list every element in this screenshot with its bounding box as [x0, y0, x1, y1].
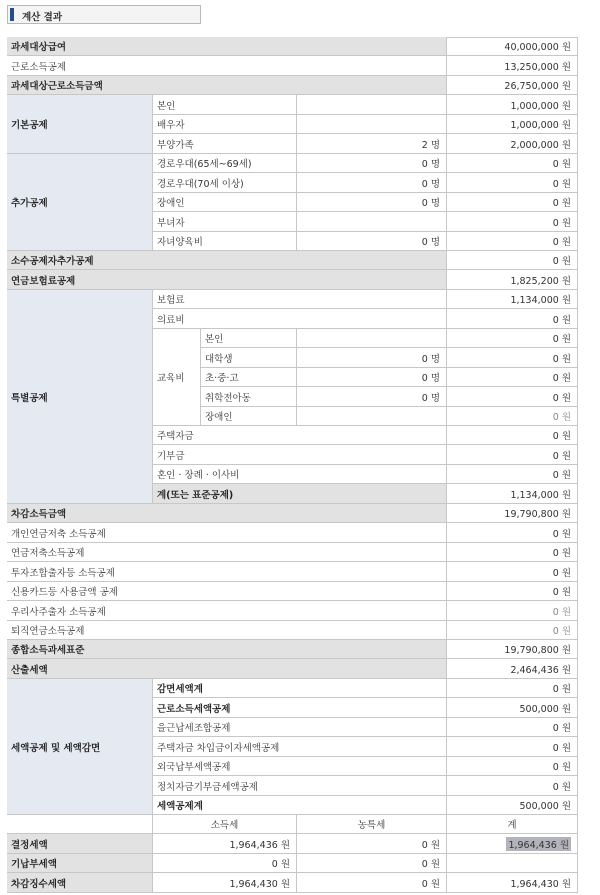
- education-item-count: [297, 329, 447, 348]
- basic-item-value: 1,000,000 원: [447, 95, 578, 115]
- education-item-label: 취학전아동: [201, 387, 297, 407]
- additional-item-count: 0 명: [297, 173, 447, 193]
- other-deduction-value: 0 원: [447, 621, 578, 640]
- taxable-earned-income-value: 26,750,000 원: [447, 76, 578, 95]
- tax-credit-item-value: 0 원: [447, 737, 578, 757]
- net-income-label: 차감소득금액: [7, 504, 447, 523]
- final-rural-tax-value: 0 원: [297, 873, 447, 893]
- earned-income-deduction-label: 근로소득공제: [7, 56, 447, 76]
- other-deduction-label: 개인연금저축 소득공제: [7, 523, 447, 543]
- earned-income-deduction-value: 13,250,000 원: [447, 56, 578, 76]
- other-deduction-label: 우리사주출자 소득공제: [7, 601, 447, 621]
- basic-item-value: 2,000,000 원: [447, 134, 578, 154]
- additional-item-value: 0 원: [447, 154, 578, 173]
- basic-item-label: 배우자: [153, 115, 297, 134]
- result-table: [7, 37, 578, 891]
- tax-credit-item-value: 0 원: [447, 718, 578, 737]
- donation-label: 기부금: [153, 445, 447, 465]
- education-item-label: 초·중·고: [201, 368, 297, 387]
- additional-deduction-group: 추가공제: [7, 154, 153, 251]
- other-deduction-label: 투자조합출자등 소득공제: [7, 562, 447, 582]
- additional-item-label: 부녀자: [153, 212, 297, 232]
- basic-item-label: 부양가족: [153, 134, 297, 154]
- additional-item-count: 0 명: [297, 232, 447, 251]
- final-row-label: 차감징수세액: [7, 873, 153, 893]
- special-total-label: 계(또는 표준공제): [153, 484, 447, 504]
- education-item-value: 0 원: [447, 407, 578, 426]
- additional-item-label: 경로우대(70세 이상): [153, 173, 297, 193]
- basic-deduction-group: 기본공제: [7, 95, 153, 154]
- education-item-value: 0 원: [447, 387, 578, 407]
- final-income-tax-value: 1,964,436 원: [153, 834, 297, 854]
- medical-value: 0 원: [447, 309, 578, 329]
- section-title: [7, 5, 201, 24]
- insurance-label: 보험료: [153, 290, 447, 309]
- final-row-label: 기납부세액: [7, 854, 153, 873]
- additional-item-value: 0 원: [447, 173, 578, 193]
- insurance-value: 1,134,000 원: [447, 290, 578, 309]
- wedding-value: 0 원: [447, 465, 578, 484]
- tax-credit-item-value: 0 원: [447, 757, 578, 776]
- wedding-label: 혼인 · 장례 · 이사비: [153, 465, 447, 484]
- education-item-count: [297, 407, 447, 426]
- other-deduction-value: 0 원: [447, 601, 578, 621]
- tax-credit-item-label: 근로소득세액공제: [153, 698, 447, 718]
- other-deduction-value: 0 원: [447, 523, 578, 543]
- final-total-value: 1,964,436 원: [447, 834, 578, 854]
- calculated-tax-label: 산출세액: [7, 659, 447, 679]
- tax-credit-item-label: 세액공제계: [153, 796, 447, 815]
- education-item-count: 0 명: [297, 387, 447, 407]
- additional-item-count: [297, 212, 447, 232]
- education-item-value: 0 원: [447, 329, 578, 348]
- final-header-total: 계: [447, 815, 578, 834]
- tax-credit-item-label: 외국납부세액공제: [153, 757, 447, 776]
- tax-base-label: 종합소득과세표준: [7, 640, 447, 659]
- tax-credit-item-value: 0 원: [447, 679, 578, 698]
- tax-credit-item-label: 정치자금기부금세액공제: [153, 776, 447, 796]
- education-item-value: 0 원: [447, 368, 578, 387]
- final-income-tax-value: 1,964,430 원: [153, 873, 297, 893]
- additional-item-label: 자녀양육비: [153, 232, 297, 251]
- final-total-value: [447, 854, 578, 873]
- other-deduction-value: 0 원: [447, 562, 578, 582]
- tax-credit-item-label: 을근납세조합공제: [153, 718, 447, 737]
- additional-item-count: 0 명: [297, 193, 447, 212]
- final-rural-tax-value: 0 원: [297, 854, 447, 873]
- other-deduction-label: 퇴직연금소득공제: [7, 621, 447, 640]
- additional-item-label: 경로우대(65세~69세): [153, 154, 297, 173]
- additional-item-value: 0 원: [447, 212, 578, 232]
- other-deduction-value: 0 원: [447, 543, 578, 562]
- other-deduction-value: 0 원: [447, 582, 578, 601]
- education-item-value: 0 원: [447, 348, 578, 368]
- minority-additional-label: 소수공제자추가공제: [7, 251, 447, 270]
- education-item-label: 대학생: [201, 348, 297, 368]
- pension-premium-label: 연금보험료공제: [7, 270, 447, 290]
- pension-premium-value: 1,825,200 원: [447, 270, 578, 290]
- education-item-label: 장애인: [201, 407, 297, 426]
- final-total-value: 1,964,430 원: [447, 873, 578, 893]
- taxable-earned-income-label: 과세대상근로소득금액: [7, 76, 447, 95]
- medical-label: 의료비: [153, 309, 447, 329]
- tax-credit-group: 세액공제 및 세액감면: [7, 679, 153, 815]
- additional-item-label: 장애인: [153, 193, 297, 212]
- final-header-rural-tax: 농특세: [297, 815, 447, 834]
- tax-credit-item-value: 500,000 원: [447, 796, 578, 815]
- taxable-salary-label: 과세대상급여: [7, 37, 447, 56]
- basic-item-value: 1,000,000 원: [447, 115, 578, 134]
- final-income-tax-value: 0 원: [153, 854, 297, 873]
- section-title-text: 계산 결과: [22, 12, 63, 23]
- calculated-tax-value: 2,464,436 원: [447, 659, 578, 679]
- housing-label: 주택자금: [153, 426, 447, 445]
- basic-item-count: [297, 95, 447, 115]
- basic-item-count: 2 명: [297, 134, 447, 154]
- final-row-label: 결정세액: [7, 834, 153, 854]
- other-deduction-label: 연금저축소득공제: [7, 543, 447, 562]
- additional-item-value: 0 원: [447, 232, 578, 251]
- education-item-count: 0 명: [297, 348, 447, 368]
- tax-credit-item-value: 0 원: [447, 776, 578, 796]
- minority-additional-value: 0 원: [447, 251, 578, 270]
- final-rural-tax-value: 0 원: [297, 834, 447, 854]
- tax-credit-item-label: 주택자금 차입금이자세액공제: [153, 737, 447, 757]
- housing-value: 0 원: [447, 426, 578, 445]
- other-deduction-label: 신용카드등 사용금액 공제: [7, 582, 447, 601]
- taxable-salary-value: 40,000,000 원: [447, 37, 578, 56]
- special-total-value: 1,134,000 원: [447, 484, 578, 504]
- basic-item-count: [297, 115, 447, 134]
- net-income-value: 19,790,800 원: [447, 504, 578, 523]
- title-accent-bar: [10, 8, 14, 21]
- education-item-count: 0 명: [297, 368, 447, 387]
- education-item-label: 본인: [201, 329, 297, 348]
- tax-base-value: 19,790,800 원: [447, 640, 578, 659]
- final-header-income-tax: 소득세: [153, 815, 297, 834]
- basic-item-label: 본인: [153, 95, 297, 115]
- tax-credit-item-value: 500,000 원: [447, 698, 578, 718]
- tax-credit-item-label: 감면세액계: [153, 679, 447, 698]
- additional-item-count: 0 명: [297, 154, 447, 173]
- donation-value: 0 원: [447, 445, 578, 465]
- education-group: 교육비: [153, 329, 201, 426]
- additional-item-value: 0 원: [447, 193, 578, 212]
- final-header-blank: [7, 815, 153, 834]
- special-deduction-group: 특별공제: [7, 290, 153, 504]
